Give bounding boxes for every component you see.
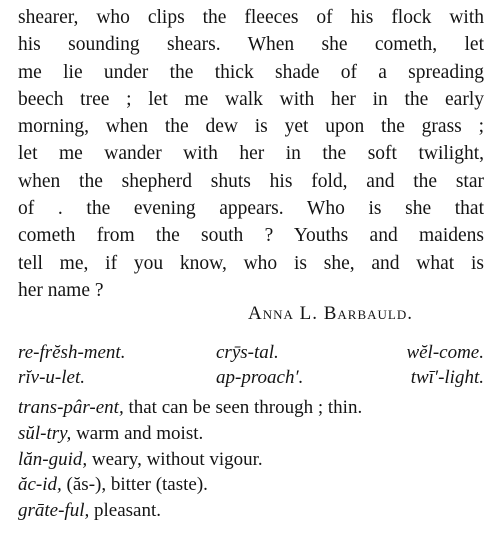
definition-entry [18, 423, 203, 447]
vocabulary-word: ap-proach′. [216, 367, 304, 388]
poem-passage [18, 4, 484, 304]
passage-line: beech tree ; let me walk with her in the early [18, 88, 484, 110]
vocabulary-row [18, 367, 484, 391]
passage-line: morning, when the dew is yet upon the grass ; [18, 116, 484, 138]
definition-entry [18, 449, 263, 473]
passage-line: shearer, who clips the fleeces of his flock with [18, 7, 484, 28]
definition-entry [18, 397, 362, 421]
passage-line: tell me, if you know, who is she, and what is [18, 252, 484, 274]
definition-word: sŭl-try, [18, 423, 72, 444]
vocabulary-word: re-frĕsh-ment. [18, 342, 126, 363]
author-signature: Anna L. Barbauld. [248, 303, 413, 324]
passage-line: when the shepherd shuts his fold, and the star [18, 170, 484, 192]
passage-line: me lie under the thick shade of a spreading [18, 61, 484, 83]
passage-line: cometh from the south ? Youths and maidens [18, 225, 484, 247]
vocabulary-word: crȳs-tal. [216, 342, 279, 363]
definition-meaning: warm and moist. [71, 423, 204, 444]
definition-word: lăn-guid, [18, 449, 88, 470]
definition-entry [18, 500, 161, 524]
definition-word: grāte-ful, [18, 500, 90, 521]
definition-meaning: weary, without vigour. [87, 449, 263, 470]
passage-line: of . the evening appears. Who is she that [18, 198, 484, 220]
definition-word: ăc-id, [18, 474, 62, 495]
passage-line: his sounding shears. When she cometh, let [18, 34, 484, 56]
vocabulary-word: twī′-light. [410, 367, 484, 388]
vocabulary-word: rĭv-u-let. [18, 367, 86, 388]
passage-line: her name ? [18, 279, 104, 301]
definition-meaning: pleasant. [89, 500, 162, 521]
vocabulary-word: wĕl-come. [406, 342, 484, 363]
passage-line: let me wander with her in the soft twilight, [18, 143, 484, 165]
definition-entry [18, 474, 208, 498]
definition-meaning: (ăs-), bitter (taste). [61, 474, 208, 495]
definition-word: trans-pâr-ent, [18, 397, 124, 418]
vocabulary-row [18, 342, 484, 366]
definition-meaning: that can be seen through ; thin. [123, 397, 363, 418]
